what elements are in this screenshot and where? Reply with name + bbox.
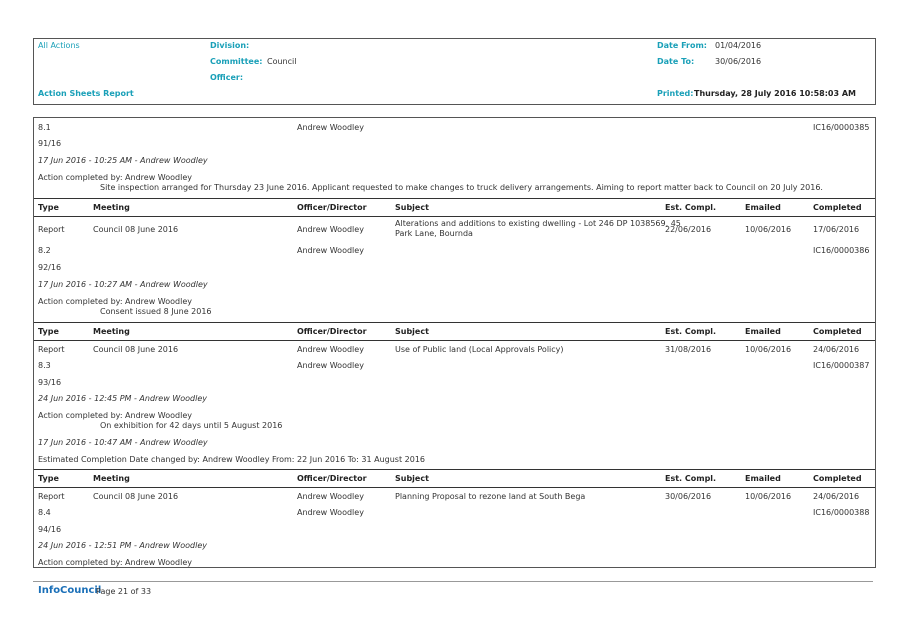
col-officer: Officer/Director xyxy=(297,203,367,212)
row-est-compl: 31/08/2016 xyxy=(665,345,712,354)
note-timestamp: 24 Jun 2016 - 12:45 PM - Andrew Woodley xyxy=(38,394,207,403)
action-completed-by: Action completed by: Andrew Woodley xyxy=(38,297,192,306)
resolution-number: 91/16 xyxy=(38,139,62,148)
actions-table xyxy=(33,117,876,568)
column-header-row xyxy=(34,469,875,488)
officer-name: Andrew Woodley xyxy=(297,361,364,370)
col-meeting: Meeting xyxy=(93,203,130,212)
row-subject: Planning Proposal to rezone land at South Bega xyxy=(395,492,586,501)
resolution-number: 94/16 xyxy=(38,525,62,534)
row-emailed: 10/06/2016 xyxy=(745,345,792,354)
row-subject: Use of Public land (Local Approvals Policy) xyxy=(395,345,564,354)
resolution-number: 93/16 xyxy=(38,378,62,387)
column-header-row xyxy=(34,322,875,341)
action-completed-by: Action completed by: Andrew Woodley xyxy=(38,411,192,420)
col-type: Type xyxy=(38,474,59,483)
committee-value: Council xyxy=(267,57,297,66)
column-header-row xyxy=(34,198,875,217)
col-subject: Subject xyxy=(395,474,429,483)
col-type: Type xyxy=(38,327,59,336)
action-completed-by: Action completed by: Andrew Woodley xyxy=(38,173,192,182)
resolution-number: 92/16 xyxy=(38,263,62,272)
row-emailed: 10/06/2016 xyxy=(745,492,792,501)
row-completed: 17/06/2016 xyxy=(813,225,860,234)
est-date-changed: Estimated Completion Date changed by: Andrew Woodley From: 22 Jun 2016 To: 31 August 2016 xyxy=(38,455,425,464)
row-officer: Andrew Woodley xyxy=(297,345,364,354)
printed-label: Printed: xyxy=(657,89,694,98)
col-completed: Completed xyxy=(813,327,862,336)
date-to-value: 30/06/2016 xyxy=(715,57,762,66)
record-ref[interactable]: IC16/0000385 xyxy=(813,123,870,132)
col-emailed: Emailed xyxy=(745,203,781,212)
row-officer: Andrew Woodley xyxy=(297,225,364,234)
col-subject: Subject xyxy=(395,203,429,212)
col-emailed: Emailed xyxy=(745,474,781,483)
officer-name: Andrew Woodley xyxy=(297,508,364,517)
item-number: 8.2 xyxy=(38,246,51,255)
col-completed: Completed xyxy=(813,474,862,483)
note-timestamp: 24 Jun 2016 - 12:51 PM - Andrew Woodley xyxy=(38,541,207,550)
row-type: Report xyxy=(38,225,65,234)
col-emailed: Emailed xyxy=(745,327,781,336)
date-from-label: Date From: xyxy=(657,41,708,50)
col-type: Type xyxy=(38,203,59,212)
record-ref[interactable]: IC16/0000388 xyxy=(813,508,870,517)
report-header xyxy=(33,38,876,105)
report-title: Action Sheets Report xyxy=(38,89,134,98)
page-number: Page 21 of 33 xyxy=(96,587,152,596)
row-subject: Alterations and additions to existing dwelling - Lot 246 DP 1038569, 45 xyxy=(395,219,681,228)
committee-label: Committee: xyxy=(210,57,263,66)
record-ref[interactable]: IC16/0000386 xyxy=(813,246,870,255)
row-est-compl: 22/06/2016 xyxy=(665,225,712,234)
record-ref[interactable]: IC16/0000387 xyxy=(813,361,870,370)
row-meeting: Council 08 June 2016 xyxy=(93,492,179,501)
division-label: Division: xyxy=(210,41,250,50)
row-officer: Andrew Woodley xyxy=(297,492,364,501)
col-meeting: Meeting xyxy=(93,327,130,336)
infocouncil-logo: InfoCouncil xyxy=(38,585,102,596)
col-subject: Subject xyxy=(395,327,429,336)
col-est-compl: Est. Compl. xyxy=(665,474,717,483)
officer-label: Officer: xyxy=(210,73,244,82)
row-emailed: 10/06/2016 xyxy=(745,225,792,234)
date-from-value: 01/04/2016 xyxy=(715,41,762,50)
footer-divider xyxy=(33,581,873,582)
col-meeting: Meeting xyxy=(93,474,130,483)
row-meeting: Council 08 June 2016 xyxy=(93,225,179,234)
row-completed: 24/06/2016 xyxy=(813,492,860,501)
officer-name: Andrew Woodley xyxy=(297,123,364,132)
officer-name: Andrew Woodley xyxy=(297,246,364,255)
row-est-compl: 30/06/2016 xyxy=(665,492,712,501)
row-subject-cont: Park Lane, Bournda xyxy=(395,229,473,238)
note-timestamp: 17 Jun 2016 - 10:27 AM - Andrew Woodley xyxy=(38,280,208,289)
row-meeting: Council 08 June 2016 xyxy=(93,345,179,354)
printed-value: Thursday, 28 July 2016 10:58:03 AM xyxy=(694,89,856,98)
all-actions-link[interactable]: All Actions xyxy=(38,41,80,50)
action-completed-by: Action completed by: Andrew Woodley xyxy=(38,558,192,567)
item-number: 8.3 xyxy=(38,361,51,370)
col-est-compl: Est. Compl. xyxy=(665,203,717,212)
note-timestamp: 17 Jun 2016 - 10:25 AM - Andrew Woodley xyxy=(38,156,208,165)
row-type: Report xyxy=(38,345,65,354)
action-note: On exhibition for 42 days until 5 August 2016 xyxy=(100,421,283,430)
row-completed: 24/06/2016 xyxy=(813,345,860,354)
date-to-label: Date To: xyxy=(657,57,695,66)
item-number: 8.4 xyxy=(38,508,51,517)
item-number: 8.1 xyxy=(38,123,51,132)
action-note: Consent issued 8 June 2016 xyxy=(100,307,212,316)
col-completed: Completed xyxy=(813,203,862,212)
action-note: Site inspection arranged for Thursday 23 June 2016. Applicant requested to make changes to truck delivery arrangements. Aiming to report matter back to Council on 20 July 2016. xyxy=(100,183,823,192)
col-est-compl: Est. Compl. xyxy=(665,327,717,336)
note-timestamp: 17 Jun 2016 - 10:47 AM - Andrew Woodley xyxy=(38,438,208,447)
row-type: Report xyxy=(38,492,65,501)
col-officer: Officer/Director xyxy=(297,327,367,336)
col-officer: Officer/Director xyxy=(297,474,367,483)
